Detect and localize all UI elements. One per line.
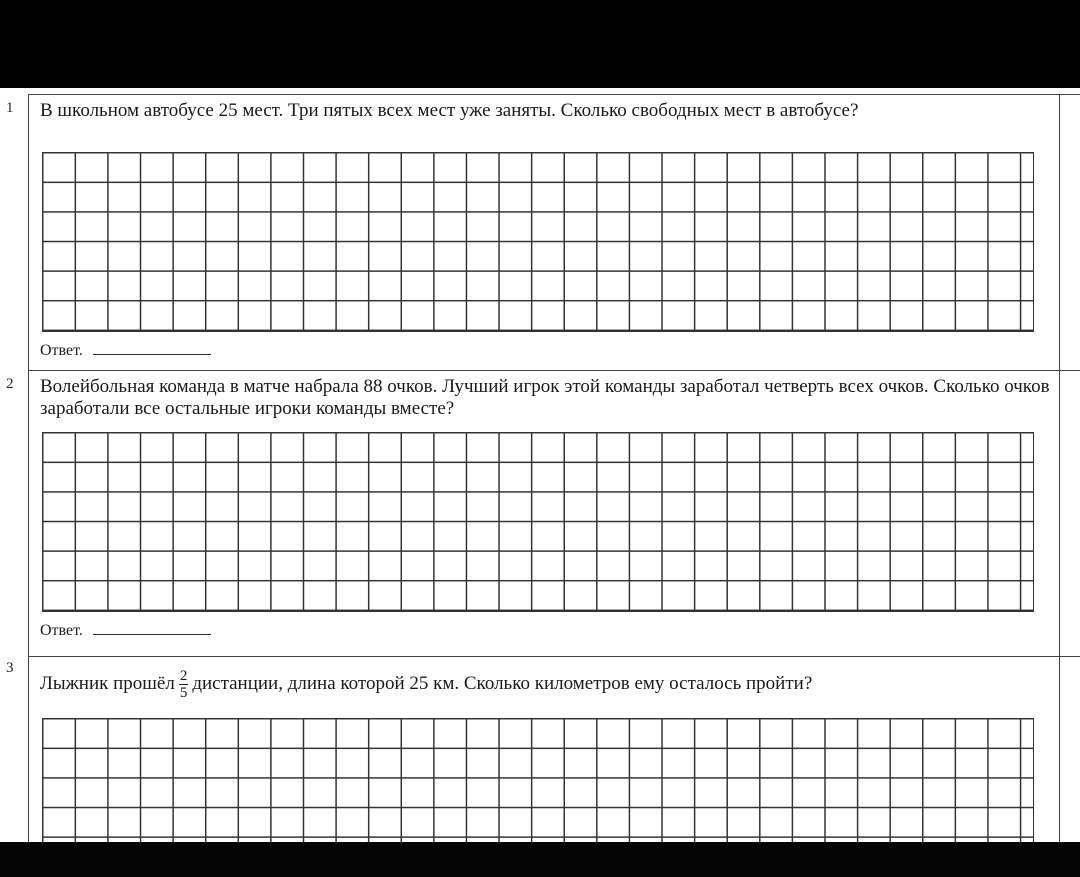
- bottom-black-bar: [0, 842, 1080, 877]
- fraction-numerator: 2: [179, 668, 188, 685]
- answer-line: [40, 622, 211, 640]
- task-3: [0, 656, 1080, 842]
- task-question: В школьном автобусе 25 мест. Три пятых всех мест уже заняты. Сколько свободных мест в автобусе?: [40, 100, 859, 121]
- task-question: [40, 664, 1050, 704]
- task-2: [0, 370, 1080, 650]
- task-number: 3: [6, 660, 14, 676]
- answer-label: Ответ.: [40, 622, 83, 639]
- answer-grid[interactable]: [42, 718, 1034, 842]
- task-number: 2: [6, 376, 14, 392]
- answer-blank[interactable]: [93, 634, 211, 635]
- answer-label: Ответ.: [40, 342, 83, 359]
- task-1: [0, 88, 1080, 370]
- fraction-denominator: 5: [179, 685, 188, 702]
- answer-line: [40, 342, 211, 360]
- fraction: [179, 668, 189, 701]
- worksheet-page: [0, 88, 1080, 842]
- question-text-after: дистанции, длина которой 25 км. Сколько километров ему осталось пройти?: [192, 673, 813, 694]
- task-number: 1: [6, 100, 14, 116]
- answer-grid[interactable]: [42, 152, 1034, 332]
- answer-grid[interactable]: [42, 432, 1034, 612]
- task-question: Волейбольная команда в матче набрала 88 очков. Лучший игрок этой команды заработал четверть всех очков. Сколько очков заработали все остальные игроки команды вместе?: [40, 376, 1050, 419]
- answer-blank[interactable]: [93, 354, 211, 355]
- question-text-before: Лыжник прошёл: [40, 673, 175, 694]
